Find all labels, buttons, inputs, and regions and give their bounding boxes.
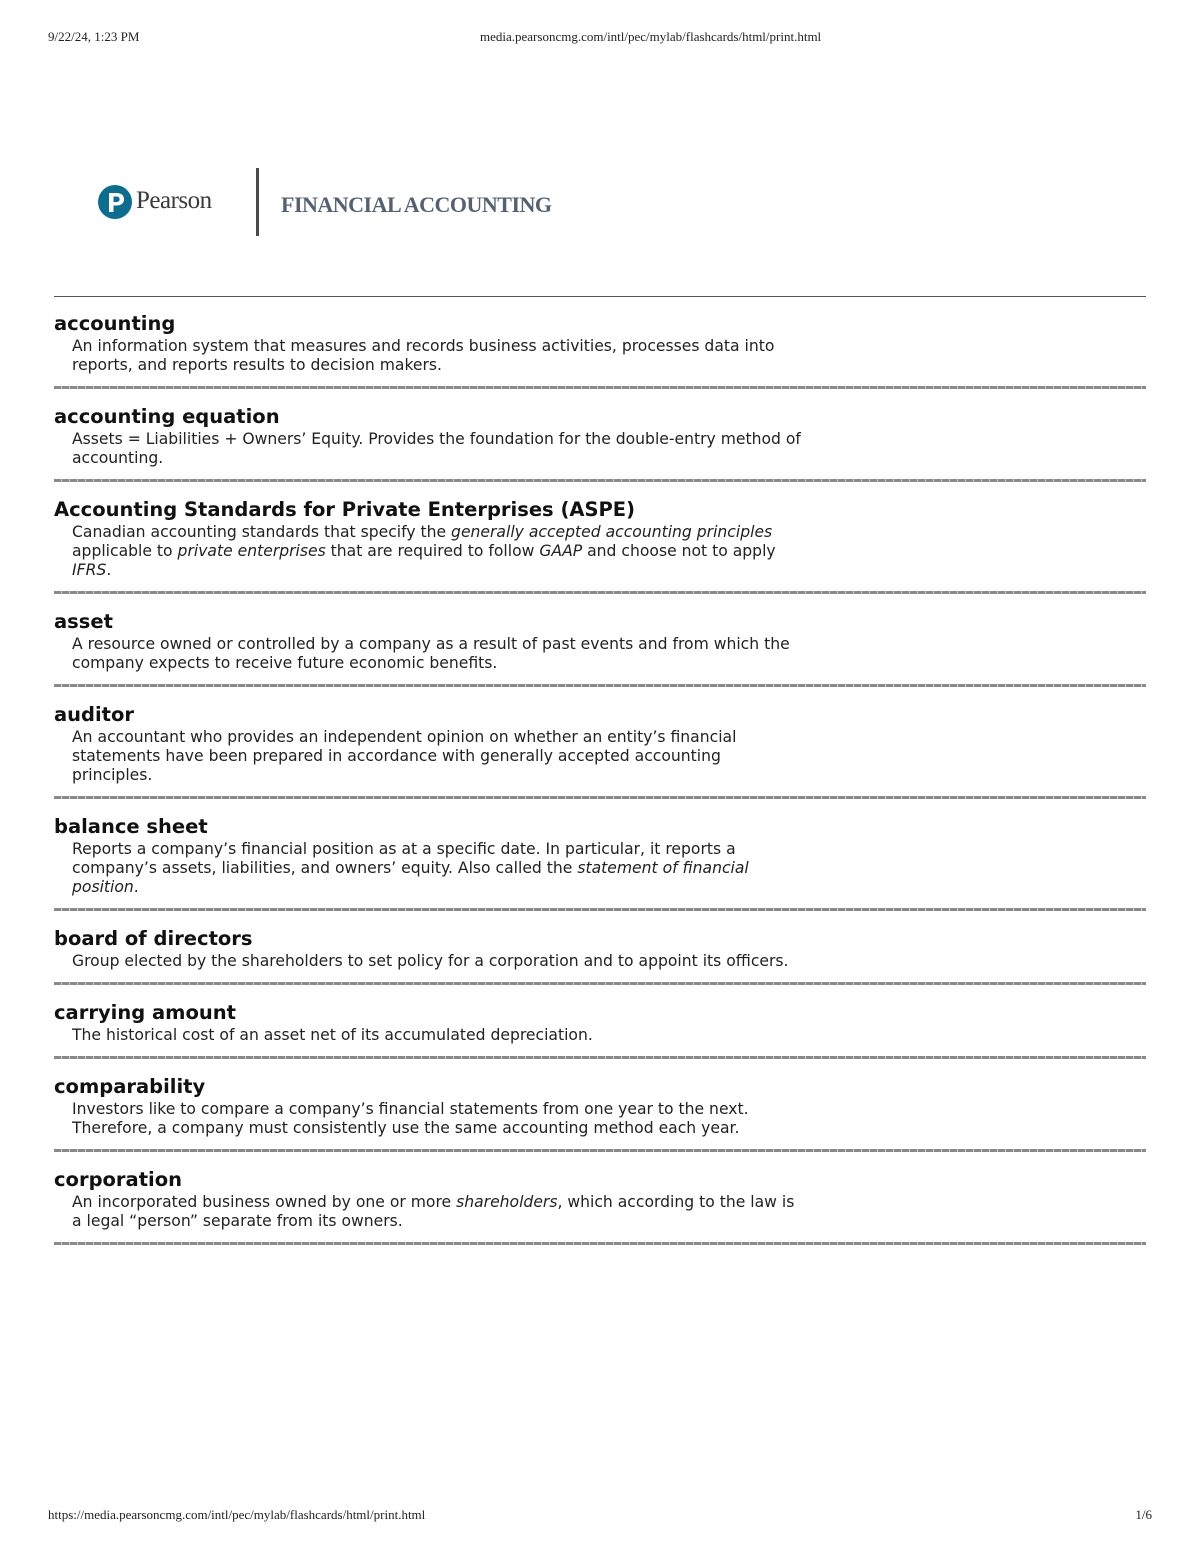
dashed-separator (54, 1149, 1146, 1152)
glossary-entry (54, 1074, 1146, 1152)
glossary-definition (72, 1100, 802, 1138)
definition-text: Group elected by the shareholders to set policy for a corporation and to appoint its officers. (72, 952, 789, 970)
page-number: 1/6 (1135, 1507, 1152, 1522)
glossary-entry (54, 404, 1146, 482)
glossary-term: corporation (54, 1168, 182, 1191)
definition-text: . (106, 561, 112, 579)
glossary-entry (54, 926, 1146, 985)
pearson-p-glyph (98, 185, 132, 219)
definition-text: . (133, 878, 139, 896)
glossary-definition (72, 337, 802, 375)
glossary-definition (72, 635, 802, 673)
glossary-term: comparability (54, 1075, 206, 1098)
glossary-definition (72, 430, 802, 468)
glossary-entry (54, 1000, 1146, 1059)
definition-text: applicable to (72, 542, 178, 560)
glossary-entry (54, 1167, 1146, 1245)
definition-text: Canadian accounting standards that specify the (72, 523, 452, 541)
glossary-term: carrying amount (54, 1001, 236, 1024)
definition-emphasis: shareholders (456, 1193, 558, 1211)
definition-text: A resource owned or controlled by a company as a result of past events and from which the company expects to receive future economic benefits. (72, 635, 790, 672)
definition-text: An information system that measures and records business activities, processes data into reports, and reports results to decision makers. (72, 337, 775, 374)
print-datetime: 9/22/24, 1:23 PM (48, 29, 140, 44)
dashed-separator (54, 982, 1146, 985)
glossary-entry (54, 311, 1146, 389)
glossary-definition (72, 1026, 802, 1045)
glossary-entry (54, 609, 1146, 687)
pearson-logo-text: Pearson (136, 187, 212, 214)
print-header (48, 29, 1152, 47)
brand-header (96, 168, 696, 238)
glossary-term: accounting equation (54, 405, 280, 428)
glossary-definition (72, 728, 802, 785)
dashed-separator (54, 591, 1146, 594)
definition-emphasis: IFRS (72, 561, 107, 579)
definition-text: that are required to follow (325, 542, 540, 560)
glossary-term: Accounting Standards for Private Enterprises (ASPE) (54, 498, 636, 521)
pearson-p-icon (98, 185, 132, 219)
dashed-separator (54, 684, 1146, 687)
dashed-separator (54, 796, 1146, 799)
dashed-separator (54, 1056, 1146, 1059)
print-footer (48, 1507, 1152, 1525)
glossary-definition (72, 523, 802, 580)
glossary-term: board of directors (54, 927, 253, 950)
glossary-definition (72, 1193, 802, 1231)
glossary-entry (54, 497, 1146, 594)
definition-text: , which according to the law is a legal “person” separate from its owners. (72, 1193, 795, 1230)
dashed-separator (54, 386, 1146, 389)
definition-emphasis: GAAP (539, 542, 583, 560)
definition-emphasis: generally accepted accounting principles (451, 523, 773, 541)
glossary-entry (54, 702, 1146, 799)
definition-emphasis: private enterprises (177, 542, 326, 560)
glossary-list (54, 311, 1146, 1245)
glossary-definition (72, 840, 802, 897)
definition-text: Investors like to compare a company’s financial statements from one year to the next. Therefore, a company must consistently use the same accounting method each year. (72, 1100, 749, 1137)
glossary-term: balance sheet (54, 815, 208, 838)
definition-text: An accountant who provides an independent opinion on whether an entity’s financial statements have been prepared in accordance with generally accepted accounting principles. (72, 728, 737, 784)
definition-emphasis: statement of financial position (72, 859, 749, 896)
dashed-separator (54, 908, 1146, 911)
definition-text: and choose not to apply (582, 542, 776, 560)
glossary-term: auditor (54, 703, 135, 726)
dashed-separator (54, 1242, 1146, 1245)
definition-text: Assets = Liabilities + Owners’ Equity. Provides the foundation for the double-entry method of accounting. (72, 430, 801, 467)
glossary-term: accounting (54, 312, 176, 335)
header-rule (54, 296, 1146, 297)
glossary-entry (54, 814, 1146, 911)
print-header-url: media.pearsoncmg.com/intl/pec/mylab/flashcards/html/print.html (480, 29, 822, 44)
definition-text: The historical cost of an asset net of its accumulated depreciation. (72, 1026, 593, 1044)
print-footer-url: https://media.pearsoncmg.com/intl/pec/mylab/flashcards/html/print.html (48, 1507, 426, 1522)
glossary-term: asset (54, 610, 113, 633)
definition-text: Reports a company’s financial position as at a specific date. In particular, it reports a company’s assets, liabilities, and owners’ equity. Also called the (72, 840, 736, 877)
course-title: FINANCIAL ACCOUNTING (281, 192, 552, 217)
brand-divider (256, 168, 259, 236)
definition-text: An incorporated business owned by one or more (72, 1193, 457, 1211)
glossary-definition (72, 952, 802, 971)
dashed-separator (54, 479, 1146, 482)
